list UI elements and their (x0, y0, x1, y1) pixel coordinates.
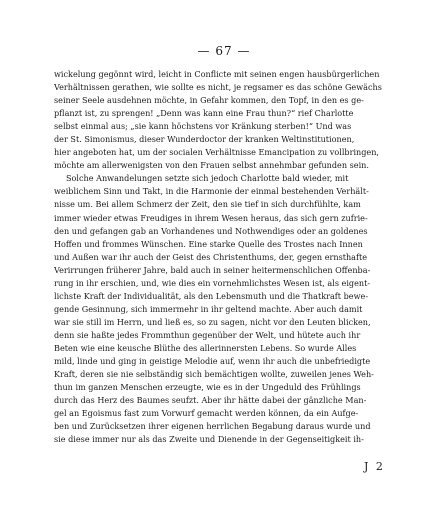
page-number: — 67 — (197, 44, 251, 58)
text-line: hier angeboten hat, um der socialen Verhältnisse Emancipation zu vollbringen, (54, 147, 380, 158)
text-line: durch das Herz des Baumes seufzt. Aber ihr hätte dabei der gänzliche Man- (54, 395, 367, 406)
text-line: selbst einmal aus; „sie kann höchstens vor Kränkung sterben!“ Und was (54, 121, 352, 132)
text-line: thun im ganzen Menschen erzeugte, wie es in der Ungeduld des Frühlings (54, 382, 361, 393)
signature-mark: J 2 (364, 460, 385, 473)
text-line: lichste Kraft der Individualität, als den Lebensmuth und die Thatkraft bewe- (54, 290, 369, 301)
text-line: Verhältnissen gerathen, wie sollte es nicht, je regsamer es das schöne Gewächs (54, 82, 382, 93)
text-line: mild, linde und ging in geistige Melodie auf, wenn ihr auch die unbefriedigte (54, 356, 371, 367)
text-line: und Außen war ihr auch der Geist des Christenthums, der, gegen ernsthafte (54, 251, 368, 262)
text-line: den und gefangen gab an Vorhandenes und Nothwendiges oder an goldenes (54, 225, 368, 236)
paragraph-start-line: Solche Anwandelungen setzte sich jedoch Charlotte bald wieder, mit (66, 173, 349, 184)
text-line: wickelung gegönnt wird, leicht in Conflicte mit seinen engen hausbürgerlichen (54, 69, 380, 79)
text-line: Kraft, deren sie nie selbständig sich bemächtigen wollte, zuweilen jenes Weh- (54, 369, 374, 380)
text-line: denn sie haßte jedes Frommthun gegenüber der Welt, und hütete auch ihr (54, 329, 361, 340)
text-line: ben und Zurücksetzen ihrer eigenen herrlichen Begabung daraus wurde und (54, 421, 371, 432)
text-line: der St. Simonismus, dieser Wunderdoctor der kranken Weltinstitutionen, (54, 134, 355, 145)
text-line: immer wieder etwas Freudiges in ihrem Wesen heraus, das sich gern zufrie- (54, 212, 368, 223)
text-line: weiblichem Sinn und Takt, in die Harmonie der einmal bestehenden Verhält- (54, 186, 369, 197)
text-line: rung in ihr erschien, und, wie dies ein vornehmlichstes Wesen ist, als eigent- (54, 277, 371, 288)
text-line: sie diese immer nur als das Zweite und Dienende in der Gegenseitigkeit ih- (54, 434, 364, 445)
body-text (54, 68, 414, 446)
text-line: pflanzt ist, zu sprengen! „Denn was kann eine Frau thun?“ rief Charlotte (54, 108, 354, 119)
text-line: Beten wie eine keusche Blüthe des allerinnersten Lebens. So wurde Alles (54, 342, 357, 353)
text-line: Hoffen und frommes Wünschen. Eine starke Quelle des Trostes nach Innen (54, 238, 363, 249)
text-line: nisse um. Bei allem Schmerz der Zeit, den sie tief in sich durchfühlte, kam (54, 199, 361, 210)
text-line: war sie still im Herrn, und ließ es, so zu sagen, nicht vor den Leuten blicken, (54, 316, 371, 327)
text-line: gel an Egoismus fast zum Vorwurf gemacht werden können, da ein Aufge- (54, 408, 359, 419)
text-line: Verirrungen früherer Jahre, bald auch in seiner heitermenschlichen Offenba- (54, 264, 371, 275)
text-line: möchte am allerwenigsten von den Frauen selbst annehmbar gefunden sein. (54, 160, 369, 171)
text-line: seiner Seele ausdehnen möchte, in Gefahr kommen, den Topf, in den es ge- (54, 95, 364, 106)
text-line: gende Gesinnung, sich immermehr in ihr geltend machte. Aber auch damit (54, 303, 363, 314)
